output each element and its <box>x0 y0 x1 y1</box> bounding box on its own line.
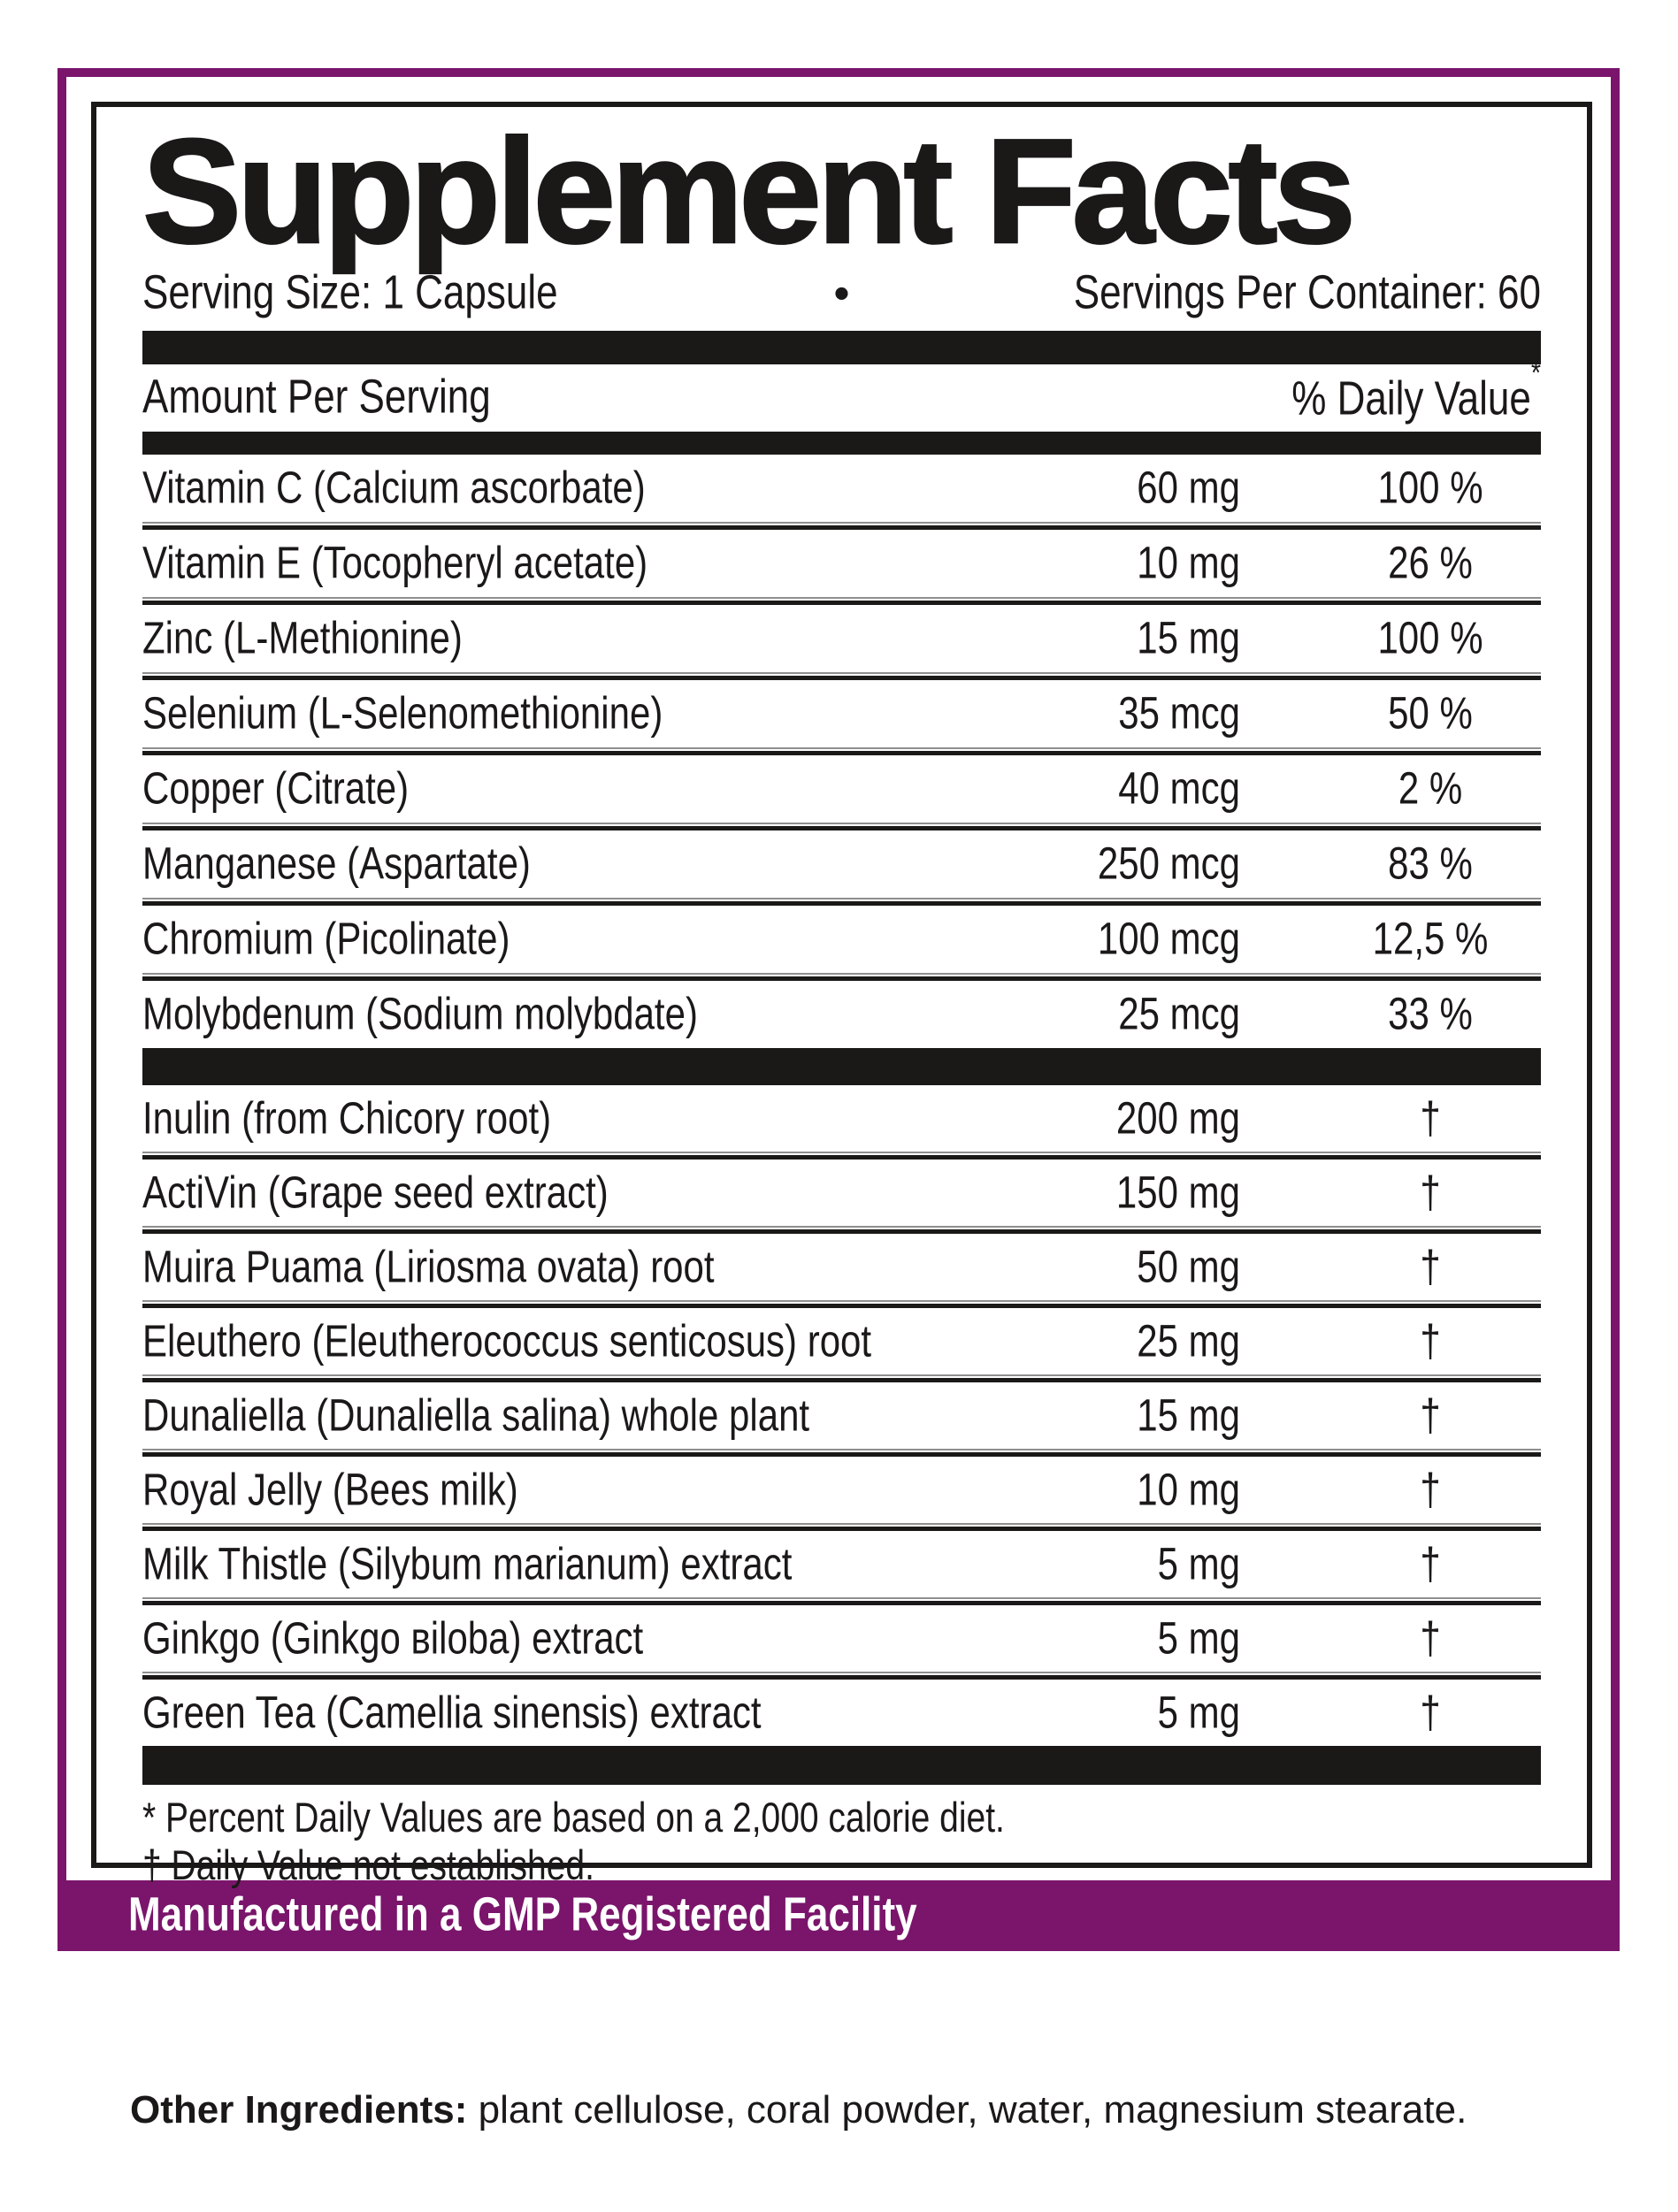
ingredient-name: Vitamin E (Tocopheryl acetate) <box>142 537 648 588</box>
row-separator <box>142 973 1541 981</box>
ingredient-amount: 200 mg <box>1115 1092 1240 1144</box>
row-separator <box>142 597 1541 605</box>
ingredient-amount: 100 mcg <box>1097 913 1240 964</box>
ingredient-daily-value: 50 % <box>1388 687 1473 739</box>
ingredient-amount: 250 mcg <box>1097 838 1240 889</box>
serving-info-row <box>142 266 1541 320</box>
section-divider-bar <box>142 1048 1541 1085</box>
ingredient-amount: 5 mg <box>1157 1687 1240 1738</box>
table-row <box>142 605 1541 672</box>
ingredient-name: ActiVin (Grape seed extract) <box>142 1167 609 1218</box>
ingredient-daily-value: † <box>1420 1167 1441 1218</box>
label-outer-frame <box>57 68 1620 1951</box>
daily-value-header: % Daily Value* <box>1291 356 1541 425</box>
row-separator <box>142 747 1541 755</box>
ingredient-name: Manganese (Aspartate) <box>142 838 531 889</box>
ingredient-daily-value: † <box>1420 1464 1441 1515</box>
gmp-banner-text: Manufactured in a GMP Registered Facility <box>128 1887 917 1941</box>
row-separator <box>142 823 1541 830</box>
row-separator <box>142 522 1541 530</box>
ingredient-amount: 25 mg <box>1137 1315 1240 1366</box>
table-row <box>142 1680 1541 1746</box>
ingredient-name: Dunaliella (Dunaliella salina) whole plant <box>142 1389 810 1441</box>
ingredient-daily-value: † <box>1420 1315 1441 1366</box>
other-ingredients <box>130 2073 1563 2147</box>
section-divider-bar <box>142 331 1541 364</box>
servings-per-container-text: Servings Per Container: 60 <box>1073 266 1541 320</box>
table-row <box>142 455 1541 522</box>
ingredient-amount: 10 mg <box>1137 537 1240 588</box>
row-separator <box>142 1523 1541 1531</box>
ingredient-amount: 60 mg <box>1137 462 1240 513</box>
percent-daily-value-footnote: * Percent Daily Values are based on a 2,000 calorie diet. <box>142 1795 1005 1842</box>
table-row <box>142 1531 1541 1597</box>
table-row <box>142 1234 1541 1300</box>
ingredient-name: Chromium (Picolinate) <box>142 913 510 964</box>
section-divider-bar <box>142 1746 1541 1785</box>
ingredient-amount: 25 mcg <box>1118 988 1240 1039</box>
row-separator <box>142 1449 1541 1457</box>
serving-size-text: Serving Size: 1 Capsule <box>142 266 558 320</box>
ingredient-name: Selenium (L-Selenomethionine) <box>142 687 663 739</box>
ingredient-amount: 35 mcg <box>1118 687 1240 739</box>
botanicals-section <box>142 1085 1541 1746</box>
ingredient-amount: 10 mg <box>1137 1464 1240 1515</box>
table-row <box>142 680 1541 747</box>
ingredient-daily-value: † <box>1420 1612 1441 1664</box>
table-row <box>142 1308 1541 1374</box>
ingredient-daily-value: 83 % <box>1388 838 1473 889</box>
row-separator <box>142 1374 1541 1382</box>
ingredient-name: Copper (Citrate) <box>142 762 410 814</box>
panel-title: Supplement Facts <box>142 108 1352 274</box>
ingredient-daily-value: † <box>1420 1538 1441 1589</box>
table-row <box>142 906 1541 973</box>
ingredient-name: Royal Jelly (Bees milk) <box>142 1464 518 1515</box>
other-ingredients-text: plant cellulose, coral powder, water, magnesium stearate. <box>478 2088 1467 2132</box>
footnotes <box>142 1795 1541 1891</box>
ingredient-daily-value: † <box>1420 1687 1441 1738</box>
ingredient-name: Eleuthero (Eleutherococcus senticosus) root <box>142 1315 872 1366</box>
ingredient-name: Muira Puama (Liriosma ovata) root <box>142 1241 715 1292</box>
row-separator <box>142 1672 1541 1680</box>
ingredient-name: Zinc (L-Methionine) <box>142 612 463 663</box>
ingredient-daily-value: † <box>1420 1241 1441 1292</box>
daily-value-not-established-footnote: † Daily Value not established. <box>142 1842 594 1890</box>
amount-per-serving-header: Amount Per Serving <box>142 371 491 425</box>
ingredient-amount: 5 mg <box>1157 1538 1240 1589</box>
table-row <box>142 1085 1541 1152</box>
ingredient-name: Milk Thistle (Silybum marianum) extract <box>142 1538 793 1589</box>
supplement-facts-panel <box>91 102 1592 1890</box>
section-divider-bar <box>142 432 1541 455</box>
ingredient-name: Inulin (from Chicory root) <box>142 1092 552 1144</box>
ingredient-daily-value: 33 % <box>1388 988 1473 1039</box>
ingredient-daily-value: 100 % <box>1377 612 1483 663</box>
ingredient-name: Molybdenum (Sodium molybdate) <box>142 988 698 1039</box>
vitamins-minerals-section <box>142 455 1541 1048</box>
ingredient-name: Ginkgo (Ginkgo вiloba) extract <box>142 1612 644 1664</box>
row-separator <box>142 672 1541 680</box>
row-separator <box>142 1597 1541 1605</box>
ingredient-amount: 150 mg <box>1115 1167 1240 1218</box>
row-separator <box>142 898 1541 906</box>
table-row <box>142 530 1541 597</box>
ingredient-name: Green Tea (Camellia sinensis) extract <box>142 1687 762 1738</box>
ingredient-amount: 5 mg <box>1157 1612 1240 1664</box>
table-row <box>142 1457 1541 1523</box>
ingredient-daily-value: 26 % <box>1388 537 1473 588</box>
row-separator <box>142 1300 1541 1308</box>
ingredient-amount: 15 mg <box>1137 612 1240 663</box>
ingredient-daily-value: † <box>1420 1389 1441 1441</box>
other-ingredients-label: Other Ingredients: <box>130 2088 468 2132</box>
bullet-separator: • <box>833 268 850 320</box>
ingredient-amount: 15 mg <box>1137 1389 1240 1441</box>
daily-value-asterisk: * <box>1530 356 1541 391</box>
ingredient-daily-value: 100 % <box>1377 462 1483 513</box>
table-row <box>142 1605 1541 1672</box>
table-row <box>142 1382 1541 1449</box>
ingredient-name: Vitamin C (Calcium ascorbate) <box>142 462 646 513</box>
label-inner-background <box>66 77 1611 1890</box>
table-row <box>142 981 1541 1048</box>
table-row <box>142 755 1541 823</box>
ingredient-daily-value: 2 % <box>1398 762 1463 814</box>
gmp-banner <box>57 1880 1620 1951</box>
ingredient-amount: 50 mg <box>1137 1241 1240 1292</box>
ingredient-amount: 40 mcg <box>1118 762 1240 814</box>
ingredient-daily-value: † <box>1420 1092 1441 1144</box>
table-header-row <box>142 356 1541 432</box>
table-row <box>142 830 1541 898</box>
row-separator <box>142 1152 1541 1160</box>
table-row <box>142 1160 1541 1226</box>
ingredient-daily-value: 12,5 % <box>1372 913 1489 964</box>
row-separator <box>142 1226 1541 1234</box>
